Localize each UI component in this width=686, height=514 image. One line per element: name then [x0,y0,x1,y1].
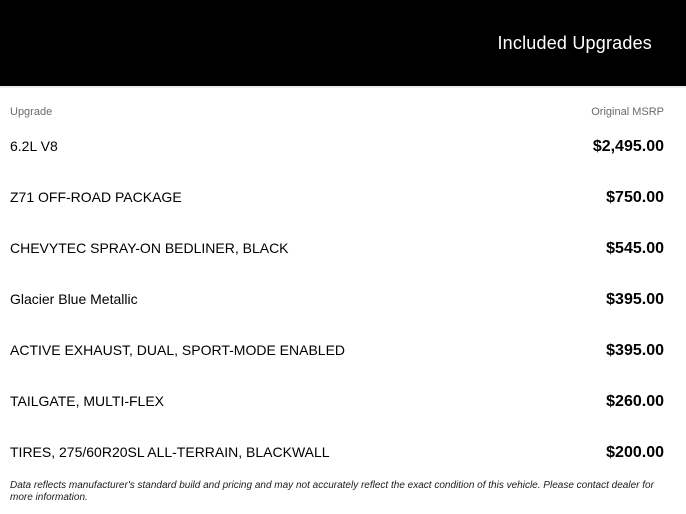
upgrade-price: $200.00 [606,444,664,461]
upgrade-price: $2,495.00 [592,138,664,155]
upgrade-name: Glacier Blue Metallic [10,291,138,307]
header-bar [0,0,686,88]
table-row [10,138,664,155]
disclaimer-text: Data reflects manufacturer's standard build and pricing and may not accurately reflect the exact condition of this vehicle. Please contact dealer for more information. [10,480,654,503]
table-row [10,189,664,206]
table-row [10,393,664,410]
upgrade-name: 6.2L V8 [10,138,58,154]
column-header-upgrade: Upgrade [10,106,53,118]
upgrade-name: Z71 OFF-ROAD PACKAGE [10,189,182,205]
upgrade-price: $545.00 [606,240,664,257]
upgrade-name: TAILGATE, MULTI-FLEX [10,393,165,409]
table-row [10,291,664,308]
upgrade-price: $395.00 [606,291,664,308]
table-row [10,342,664,359]
upgrade-price: $260.00 [606,393,664,410]
table-row [10,240,664,257]
upgrade-price: $395.00 [606,342,664,359]
column-header-original-msrp: Original MSRP [591,106,664,118]
table-column-headers [10,106,664,119]
upgrade-name: ACTIVE EXHAUST, DUAL, SPORT-MODE ENABLED [10,342,346,358]
table-row [10,444,664,461]
upgrade-name: CHEVYTEC SPRAY-ON BEDLINER, BLACK [10,240,289,256]
upgrade-price: $750.00 [606,189,664,206]
page-title: Included Upgrades [497,32,652,53]
upgrade-name: TIRES, 275/60R20SL ALL-TERRAIN, BLACKWALL [10,444,330,460]
upgrades-table [0,106,686,461]
